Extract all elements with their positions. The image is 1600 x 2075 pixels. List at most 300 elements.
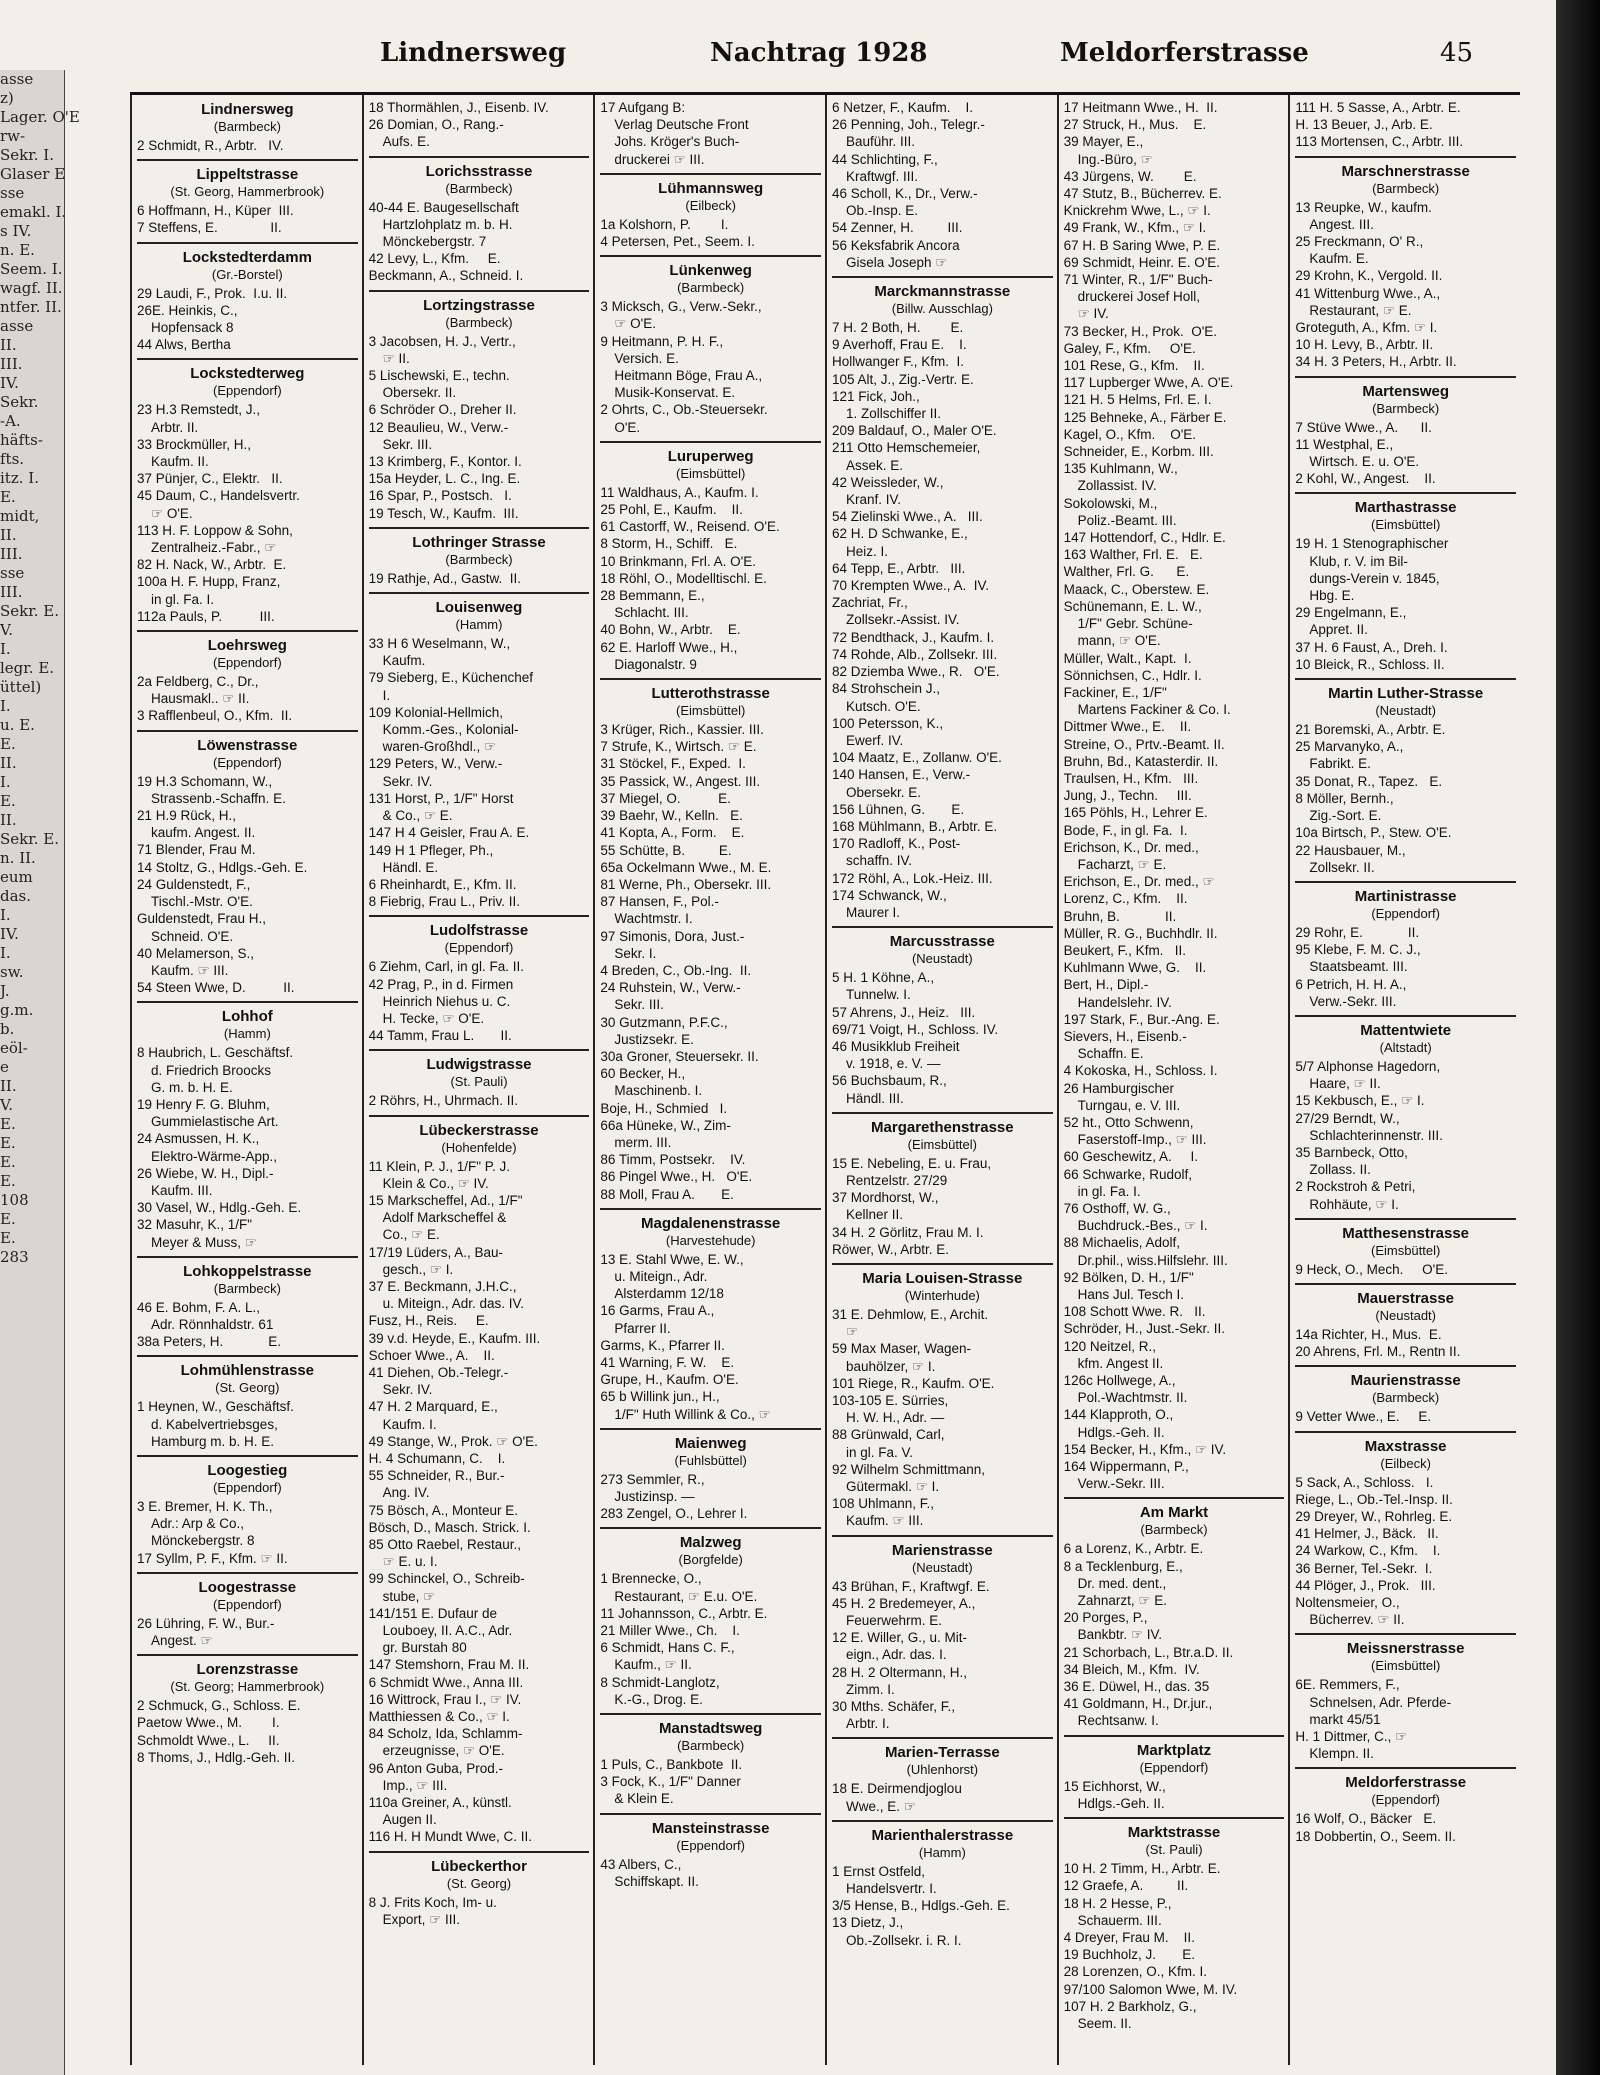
resident-entry: 29 Engelmann, E., — [1295, 605, 1407, 621]
bleed-line: Seem. I. — [0, 260, 63, 278]
resident-entry: 111 H. 5 Sasse, A., Arbtr. E. — [1295, 100, 1461, 115]
street-heading: Lübeckerthor — [369, 1851, 590, 1876]
resident-entry: Wirtsch. E. u. O'E. — [1309, 454, 1420, 470]
resident-entry: Zahnarzt, ☞ E. — [1077, 1593, 1168, 1609]
district-label: (Neustadt) — [911, 951, 973, 967]
column-5 — [1057, 95, 1289, 2065]
resident-entry: 29 Krohn, K., Vergold. II. — [1295, 268, 1443, 284]
resident-entry: Staatsbeamt. III. — [1309, 959, 1408, 975]
resident-entry: H. Tecke, ☞ O'E. — [382, 1010, 485, 1026]
street-heading: Marschnerstrasse — [1295, 156, 1516, 181]
resident-entry: 84 Scholz, Ida, Schlamm- — [368, 1726, 523, 1742]
resident-entry: 18 Thormählen, J., Eisenb. IV. — [368, 100, 549, 115]
resident-entry: 6 a Lorenz, K., Arbtr. E. — [1063, 1541, 1204, 1557]
resident-entry: 76 Osthoff, W. G., — [1063, 1201, 1171, 1216]
bleed-line: häfts- — [0, 431, 43, 449]
resident-entry: Fusz, H., Reis. E. — [368, 1313, 489, 1329]
district-label: (Hamm) — [223, 1026, 271, 1042]
bleed-line: V. — [0, 621, 13, 639]
resident-entry: 84 Strohschein J., — [832, 681, 941, 697]
resident-entry: Sekr. IV. — [382, 1382, 433, 1398]
bleed-line: sse — [0, 564, 25, 582]
bleed-line: wagf. II. — [0, 279, 63, 297]
resident-entry: Noltensmeier, O., — [1295, 1594, 1400, 1610]
resident-entry: 41 Diehen, Ob.-Telegr.- — [368, 1364, 509, 1380]
resident-entry: Hans Jul. Tesch I. — [1077, 1287, 1184, 1303]
resident-entry: Traulsen, H., Kfm. III. — [1063, 770, 1199, 786]
resident-entry: 21 Boremski, A., Arbtr. E. — [1295, 722, 1446, 738]
bleed-line: IV. — [0, 374, 19, 392]
resident-entry: 113 Mortensen, C., Arbtr. III. — [1295, 134, 1464, 150]
resident-entry: Jung, J., Techn. III. — [1063, 788, 1192, 804]
resident-entry: Versich. E. — [614, 350, 679, 366]
bleed-line: Glaser E — [0, 165, 66, 183]
resident-entry: 108 Uhlmann, F., — [832, 1496, 935, 1512]
resident-entry: 19 Henry F. G. Bluhm, — [137, 1096, 270, 1112]
resident-entry: Turngau, e. V. III. — [1077, 1097, 1181, 1113]
street-heading: Lindnersweg — [201, 101, 294, 118]
resident-entry: Bauführ. III. — [846, 134, 916, 150]
resident-entry: mann, ☞ O'E. — [1077, 633, 1161, 649]
bleed-line: eöl- — [0, 1039, 28, 1057]
resident-entry: 39 Mayer, E., — [1063, 134, 1144, 150]
district-label: (Barmbeck) — [677, 1738, 745, 1754]
district-label: (Winterhude) — [904, 1287, 980, 1303]
resident-entry: 1 Ernst Ostfeld, — [832, 1863, 926, 1879]
resident-entry: 41 Kopta, A., Form. E. — [600, 825, 745, 841]
resident-entry: 97/100 Salomon Wwe, M. IV. — [1063, 1981, 1238, 1997]
resident-entry: Grupe, H., Kaufm. O'E. — [600, 1372, 739, 1388]
resident-entry: Ewerf. IV. — [846, 732, 904, 748]
resident-entry: v. 1918, e. V. — — [846, 1056, 941, 1072]
resident-entry: ☞ — [846, 1324, 859, 1340]
resident-entry: 17 Heitmann Wwe., H. II. — [1063, 100, 1218, 115]
resident-entry: 37 E. Beckmann, J.H.C., — [368, 1278, 517, 1294]
resident-entry: Komm.-Ges., Kolonial- — [382, 722, 519, 738]
resident-entry: 1. Zollschiffer II. — [846, 406, 942, 422]
resident-entry: 13 Reupke, W., kaufm. — [1295, 199, 1432, 215]
street-heading: Meldorferstrasse — [1295, 1767, 1516, 1792]
resident-entry: Groteguth, A., Kfm. ☞ I. — [1295, 320, 1438, 336]
resident-entry: 117 Lupberger Wwe, A. O'E. — [1063, 375, 1234, 391]
resident-entry: 1/F" Gebr. Schüne- — [1077, 616, 1193, 632]
resident-entry: 99 Schinckel, O., Schreib- — [368, 1571, 525, 1587]
resident-entry: 35 Barnbeck, Otto, — [1295, 1144, 1408, 1160]
resident-entry: Buchdruck.-Bes., ☞ I. — [1077, 1218, 1208, 1234]
street-heading: Loogestieg — [137, 1455, 358, 1480]
resident-entry: in gl. Fa. I. — [151, 591, 215, 607]
street-heading: Martensweg — [1295, 376, 1516, 401]
resident-entry: 62 E. Harloff Wwe., H., — [600, 639, 738, 655]
resident-entry: druckerei ☞ III. — [614, 151, 705, 167]
resident-entry: 43 Jürgens, W. E. — [1063, 168, 1197, 184]
bleed-line: I. — [0, 640, 11, 658]
resident-entry: 37 H. 6 Faust, A., Dreh. I. — [1295, 639, 1448, 655]
street-heading: Meissnerstrasse — [1295, 1633, 1516, 1658]
resident-entry: druckerei Josef Holl, — [1077, 289, 1200, 305]
resident-entry: 2 Rockstroh & Petri, — [1295, 1179, 1416, 1195]
resident-entry: 64 Tepp, E., Arbtr. III. — [832, 560, 966, 576]
resident-entry: Bode, F., in gl. Fa. I. — [1063, 822, 1188, 838]
resident-entry: 174 Schwanck, W., — [832, 887, 947, 903]
resident-entry: 71 Winter, R., 1/F" Buch- — [1063, 272, 1213, 288]
bleed-line: midt, — [0, 507, 40, 525]
resident-entry: 172 Röhl, A., Lok.-Heiz. III. — [832, 870, 993, 886]
resident-entry: 131 Horst, P., 1/F" Horst — [368, 790, 514, 806]
resident-entry: 8 Schmidt-Langlotz, — [600, 1674, 720, 1690]
resident-entry: 24 Ruhstein, W., Verw.- — [600, 980, 741, 996]
district-label: (Eppendorf) — [213, 1596, 282, 1612]
street-heading: Maxstrasse — [1295, 1431, 1516, 1456]
resident-entry: 1 Puls, C., Bankbote II. — [600, 1757, 743, 1773]
bleed-line: E. — [0, 1134, 16, 1152]
district-label: (Barmbeck) — [1372, 180, 1440, 196]
bleed-line: E. — [0, 1210, 16, 1228]
district-label: (Eppendorf) — [1371, 905, 1440, 921]
resident-entry: Schiffskapt. II. — [614, 1873, 699, 1889]
resident-entry: Kaufm. E. — [1309, 251, 1369, 267]
resident-entry: 60 Becker, H., — [600, 1066, 686, 1082]
resident-entry: 44 Tamm, Frau L. II. — [368, 1028, 512, 1044]
resident-entry: Schnelsen, Adr. Pferde- — [1309, 1694, 1452, 1710]
resident-entry: 4 Petersen, Pet., Seem. I. — [600, 234, 755, 250]
resident-entry: 42 Levy, L., Kfm. E. — [368, 251, 501, 267]
resident-entry: 13 Krimberg, F., Kontor. I. — [368, 454, 522, 470]
resident-entry: 15 Eichhorst, W., — [1063, 1778, 1166, 1794]
resident-entry: Kaufm. ☞ III. — [151, 962, 229, 978]
resident-entry: 21 H.9 Rück, H., — [137, 808, 237, 824]
bleed-line: fts. — [0, 450, 25, 468]
resident-entry: 113 H. F. Loppow & Sohn, — [137, 522, 293, 538]
bleed-line: n. II. — [0, 849, 36, 867]
resident-entry: 24 Asmussen, H. K., — [137, 1131, 260, 1147]
bleed-line: emakl. I. — [0, 203, 67, 221]
resident-entry: Walther, Frl. G. E. — [1063, 564, 1190, 580]
resident-entry: Verw.-Sekr. III. — [1077, 1476, 1165, 1492]
bleed-line: b. — [0, 1020, 15, 1038]
resident-entry: 25 Marvanyko, A., — [1295, 739, 1404, 755]
resident-entry: ☞ IV. — [1077, 306, 1109, 322]
resident-entry: 18 Dobbertin, O., Seem. II. — [1295, 1828, 1456, 1844]
resident-entry: gr. Burstah 80 — [382, 1640, 467, 1656]
resident-entry: 125 Behneke, A., Färber E. — [1063, 409, 1227, 425]
resident-entry: 26 Domian, O., Rang.- — [368, 117, 504, 133]
resident-entry: 2 Schmidt, R., Arbtr. IV. — [137, 138, 284, 153]
resident-entry: 54 Zielinski Wwe., A. III. — [832, 509, 983, 525]
resident-entry: gesch., ☞ I. — [382, 1261, 454, 1277]
resident-entry: 17 Aufgang B: — [600, 100, 686, 115]
resident-entry: 87 Hansen, F., Pol.- — [600, 894, 719, 910]
directory-columns — [130, 92, 1520, 2065]
resident-entry: Dittmer Wwe., E. II. — [1063, 719, 1192, 735]
district-label: (Barmbeck) — [445, 314, 513, 330]
header-title: Nachtrag 1928 — [710, 38, 928, 68]
resident-entry: erzeugnisse, ☞ O'E. — [382, 1743, 505, 1759]
resident-entry: 5 Sack, A., Schloss. I. — [1295, 1474, 1434, 1490]
resident-entry: 70 Krempten Wwe., A. IV. — [832, 578, 990, 594]
resident-entry: 38a Peters, H. E. — [137, 1334, 282, 1350]
resident-entry: Beukert, F., Kfm. II. — [1063, 942, 1186, 958]
resident-entry: Guldenstedt, Frau H., — [137, 911, 267, 927]
resident-entry: eign., Adr. das. I. — [846, 1647, 947, 1663]
resident-entry: 10 H. Levy, B., Arbtr. II. — [1295, 337, 1434, 353]
resident-entry: 1 Heynen, W., Geschäftsf. — [137, 1399, 294, 1415]
resident-entry: 2 Röhrs, H., Uhrmach. II. — [368, 1093, 518, 1109]
bleed-line: 283 — [0, 1248, 29, 1266]
resident-entry: 79 Sieberg, E., Küchenchef — [368, 670, 534, 686]
resident-entry: stube, ☞ — [382, 1588, 436, 1604]
resident-entry: 19 Tesch, W., Kaufm. III. — [368, 505, 519, 521]
resident-entry: Knickrehm Wwe, L., ☞ I. — [1063, 203, 1211, 219]
resident-entry: 135 Kuhlmann, W., — [1063, 461, 1178, 477]
resident-entry: 11 Johannsson, C., Arbtr. E. — [600, 1605, 768, 1621]
district-label: (Eilbeck) — [685, 197, 736, 213]
resident-entry: Alsterdamm 12/18 — [614, 1286, 724, 1302]
resident-entry: 44 Schlichting, F., — [832, 151, 938, 167]
resident-entry: 20 Ahrens, Frl. M., Rentn II. — [1295, 1344, 1461, 1360]
bleed-line: -A. — [0, 412, 21, 430]
column-4 — [825, 95, 1057, 2065]
resident-entry: Matthiessen & Co., ☞ I. — [368, 1709, 510, 1725]
resident-entry: 69/71 Voigt, H., Schloss. IV. — [832, 1021, 999, 1037]
resident-entry: 8 Thoms, J., Hdlg.-Geh. II. — [137, 1749, 296, 1765]
resident-entry: 9 Heitmann, P. H. F., — [600, 333, 724, 349]
resident-entry: 59 Max Maser, Wagen- — [832, 1341, 972, 1357]
resident-entry: 88 Michaelis, Adolf, — [1063, 1235, 1180, 1251]
resident-entry: Beckmann, A., Schneid. I. — [368, 268, 524, 284]
resident-entry: 100 Petersson, K., — [832, 715, 944, 731]
street-heading: Marckmannstrasse — [832, 276, 1053, 301]
resident-entry: 101 Riege, R., Kaufm. O'E. — [832, 1375, 995, 1391]
resident-entry: 6E. Remmers, F., — [1295, 1677, 1400, 1693]
resident-entry: Sekr. I. — [614, 945, 657, 961]
resident-entry: H. 4 Schumann, C. I. — [368, 1450, 506, 1466]
resident-entry: 164 Wippermann, P., — [1063, 1459, 1189, 1475]
district-label: (Barmbeck) — [445, 180, 513, 196]
resident-entry: Pol.-Wachtmstr. II. — [1077, 1390, 1188, 1406]
street-heading: Lübeckerstrasse — [369, 1115, 590, 1140]
column-1 — [130, 95, 362, 2065]
resident-entry: 129 Peters, W., Verw.- — [368, 756, 503, 772]
adjacent-page-edge — [0, 70, 80, 2075]
resident-entry: 18 H. 2 Hesse, P., — [1063, 1895, 1172, 1911]
district-label: (St. Georg) — [446, 1875, 512, 1891]
resident-entry: Erichson, E., Dr. med., ☞ — [1063, 874, 1215, 890]
bleed-line: Lager. O'E — [0, 108, 80, 126]
district-label: (Neustadt) — [1375, 703, 1437, 719]
column-3 — [593, 95, 825, 2065]
bleed-line: sse — [0, 184, 25, 202]
resident-entry: 26 Penning, Joh., Telegr.- — [832, 117, 985, 133]
resident-entry: 42 Weissleder, W., — [832, 474, 944, 490]
resident-entry: 46 Musikklub Freiheit — [832, 1038, 960, 1054]
resident-entry: 2 Schmuck, G., Schloss. E. — [137, 1698, 301, 1714]
district-label: (Fuhlsbüttel) — [674, 1452, 747, 1468]
resident-entry: 73 Becker, H., Prok. O'E. — [1063, 323, 1218, 339]
resident-entry: 15 Kekbusch, E., ☞ I. — [1295, 1093, 1425, 1109]
resident-entry: Mönckebergstr. 7 — [382, 234, 487, 250]
resident-entry: 40-44 E. Baugesellschaft — [368, 199, 519, 215]
resident-entry: Meyer & Muss, ☞ — [151, 1234, 257, 1250]
resident-entry: 13 Dietz, J., — [832, 1915, 904, 1931]
resident-entry: Angest. ☞ — [151, 1632, 213, 1648]
resident-entry: 170 Radloff, K., Post- — [832, 836, 961, 852]
resident-entry: Ang. IV. — [382, 1485, 430, 1501]
resident-entry: 82 H. Nack, W., Arbtr. E. — [137, 557, 287, 573]
resident-entry: Zollass. II. — [1309, 1162, 1371, 1178]
resident-entry: 34 Bleich, M., Kfm. IV. — [1063, 1661, 1200, 1677]
resident-entry: 156 Lühnen, G. E. — [832, 801, 965, 817]
resident-entry: Bankbtr. ☞ IV. — [1077, 1627, 1163, 1643]
resident-entry: Obersekr. E. — [846, 784, 922, 800]
resident-entry: 6 Ziehm, Carl, in gl. Fa. II. — [368, 959, 524, 975]
bleed-line: I. — [0, 697, 11, 715]
resident-entry: Händl. III. — [846, 1090, 904, 1106]
resident-entry: Bösch, D., Masch. Strick. I. — [368, 1519, 531, 1535]
resident-entry: 26 Wiebe, W. H., Dipl.- — [137, 1165, 274, 1181]
resident-entry: 16 Garms, Frau A., — [600, 1303, 715, 1319]
resident-entry: d. Friedrich Broocks — [151, 1062, 272, 1078]
resident-entry: 16 Spar, P., Postsch. I. — [368, 488, 512, 504]
district-label: (Eimsbüttel) — [1370, 1658, 1441, 1674]
street-heading: Lorenzstrasse — [137, 1654, 358, 1679]
bleed-line: I. — [0, 906, 11, 924]
district-label: (Barmbeck) — [1140, 1522, 1208, 1538]
resident-entry: Kellner II. — [846, 1207, 904, 1223]
resident-entry: Schlachterinnenstr. III. — [1309, 1127, 1443, 1143]
resident-entry: 41 Helmer, J., Bäck. II. — [1295, 1526, 1439, 1542]
resident-entry: Kuhlmann Wwe, G. II. — [1063, 960, 1207, 976]
resident-entry: 23 H.3 Remstedt, J., — [137, 402, 261, 418]
bleed-line: n. E. — [0, 241, 35, 259]
resident-entry: 71 Blender, Frau M. — [137, 842, 256, 858]
resident-entry: Kagel, O., Kfm. O'E. — [1063, 426, 1197, 442]
resident-entry: 37 Pünjer, C., Elektr. II. — [137, 471, 283, 487]
resident-entry: 3 Rafflenbeul, O., Kfm. II. — [137, 708, 293, 724]
district-label: (Barmbeck) — [213, 1280, 281, 1296]
resident-entry: Fackiner, E., 1/F" — [1063, 684, 1167, 700]
district-label: (Eppendorf) — [213, 754, 282, 770]
resident-entry: Zimm. I. — [846, 1681, 895, 1697]
resident-entry: 9 Averhoff, Frau E. I. — [832, 337, 967, 353]
book-gutter — [1556, 0, 1600, 2075]
resident-entry: & Co., ☞ E. — [382, 808, 453, 824]
street-heading: Ludwigstrasse — [369, 1049, 590, 1074]
bleed-line: E. — [0, 1153, 16, 1171]
resident-entry: u. Miteign., Adr. — [614, 1268, 708, 1284]
resident-entry: 35 Passick, W., Angest. III. — [600, 773, 761, 789]
street-heading: Lutterothstrasse — [600, 678, 821, 703]
bleed-line: Sekr. I. — [0, 146, 54, 164]
district-label: (Borgfelde) — [678, 1552, 743, 1568]
bleed-line: z) — [0, 89, 14, 107]
district-label: (Hamm) — [455, 617, 503, 633]
resident-entry: 97 Simonis, Dora, Just.- — [600, 928, 745, 944]
district-label: (Eimsbüttel) — [1370, 517, 1441, 533]
bleed-line: üttel) — [0, 678, 42, 696]
resident-entry: K.-G., Drog. E. — [614, 1691, 703, 1707]
bleed-line: 108 — [0, 1191, 29, 1209]
district-label: (Eimsbüttel) — [675, 703, 746, 719]
resident-entry: Schneider, E., Korbm. III. — [1063, 444, 1214, 460]
resident-entry: Augen II. — [382, 1812, 437, 1828]
resident-entry: Müller, Walt., Kapt. I. — [1063, 650, 1192, 666]
resident-entry: 112a Pauls, P. III. — [137, 608, 275, 624]
resident-entry: 107 H. 2 Barkholz, G., — [1063, 1998, 1197, 2014]
bleed-line: rw- — [0, 127, 26, 145]
street-heading: Margarethenstrasse — [832, 1112, 1053, 1137]
resident-entry: Diagonalstr. 9 — [614, 656, 697, 672]
bleed-line: J. — [0, 982, 10, 1000]
resident-entry: 66 Schwarke, Rudolf, — [1063, 1166, 1192, 1182]
resident-entry: H. 13 Beuer, J., Arb. E. — [1295, 117, 1433, 133]
resident-entry: 14a Richter, H., Mus. E. — [1295, 1326, 1442, 1342]
resident-entry: Co., ☞ E. — [382, 1227, 440, 1243]
street-heading: Loogestrasse — [137, 1572, 358, 1597]
resident-entry: 31 Stöckel, F., Exped. I. — [600, 756, 746, 772]
resident-entry: d. Kabelvertriebsges, — [151, 1416, 278, 1432]
resident-entry: Schmoldt Wwe., L. II. — [137, 1732, 280, 1748]
bleed-line: II. — [0, 1077, 17, 1095]
resident-entry: 33 H 6 Weselmann, W., — [368, 636, 511, 652]
resident-entry: 6 Netzer, F., Kaufm. I. — [832, 100, 974, 115]
resident-entry: 12 E. Willer, G., u. Mit- — [832, 1630, 968, 1646]
resident-entry: Schoer Wwe., A. II. — [368, 1347, 495, 1363]
street-heading: Lünkenweg — [600, 255, 821, 280]
resident-entry: O'E. — [614, 419, 641, 435]
resident-entry: 56 Buchsbaum, R., — [832, 1073, 947, 1089]
resident-entry: Hamburg m. b. H. E. — [151, 1433, 275, 1449]
resident-entry: Schauerm. III. — [1077, 1912, 1162, 1928]
resident-entry: 26 Lühring, F. W., Bur.- — [137, 1615, 275, 1631]
resident-entry: Poliz.-Beamt. III. — [1077, 512, 1177, 528]
street-heading: Marthastrasse — [1295, 492, 1516, 517]
resident-entry: 19 H. 1 Stenographischer — [1295, 536, 1449, 552]
district-label: (Eilbeck) — [1380, 1455, 1431, 1471]
resident-entry: 8 Möller, Bernh., — [1295, 790, 1394, 806]
resident-entry: 2 Ohrts, C., Ob.-Steuersekr. — [600, 402, 768, 418]
resident-entry: Wwe., E. ☞ — [846, 1798, 916, 1814]
resident-entry: 209 Baldauf, O., Maler O'E. — [832, 423, 997, 439]
resident-entry: 100a H. F. Hupp, Franz, — [137, 574, 281, 590]
district-label: (St. Georg) — [215, 1380, 280, 1396]
resident-entry: Zig.-Sort. E. — [1309, 808, 1382, 824]
resident-entry: Hdlgs.-Geh. II. — [1077, 1795, 1165, 1811]
resident-entry: Verw.-Sekr. III. — [1309, 993, 1397, 1009]
street-heading: Lippeltstrasse — [137, 159, 358, 184]
resident-entry: Maurer I. — [846, 904, 901, 920]
resident-entry: 16 Wolf, O., Bäcker E. — [1295, 1811, 1437, 1827]
street-heading: Louisenweg — [369, 592, 590, 617]
bleed-line: I. — [0, 773, 11, 791]
street-heading: Marienstrasse — [832, 1535, 1053, 1560]
resident-entry: Adr.: Arp & Co., — [151, 1516, 245, 1532]
street-heading: Mattentwiete — [1295, 1015, 1516, 1040]
resident-entry: 6 Petrich, H. H. A., — [1295, 976, 1407, 992]
resident-entry: 5/7 Alphonse Hagedorn, — [1295, 1058, 1441, 1074]
resident-entry: 10a Birtsch, P., Stew. O'E. — [1295, 825, 1452, 841]
resident-entry: 1a Kolshorn, P. I. — [600, 216, 729, 232]
resident-entry: 126c Hollwege, A., — [1063, 1373, 1176, 1389]
district-label: (Barmbeck) — [1372, 400, 1440, 416]
resident-entry: Adolf Markscheffel & — [382, 1210, 507, 1226]
bleed-line: E. — [0, 792, 16, 810]
header-first-street: Lindnersweg — [380, 38, 567, 68]
resident-entry: Maschinenb. I. — [614, 1083, 703, 1099]
resident-entry: ☞ O'E. — [614, 316, 657, 332]
resident-entry: 20 Porges, P., — [1063, 1610, 1148, 1626]
resident-entry: Erichson, K., Dr. med., — [1063, 839, 1199, 855]
